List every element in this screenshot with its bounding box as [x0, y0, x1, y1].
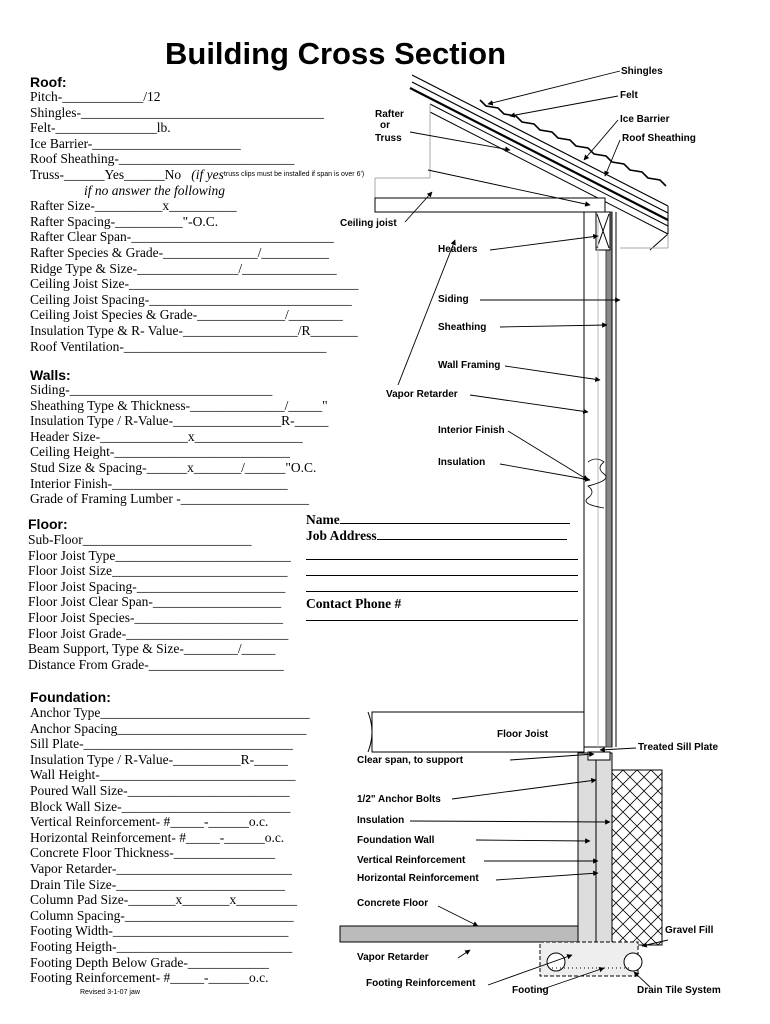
floor-joist-span-field[interactable]: Floor Joist Clear Span-___________________ [28, 594, 282, 610]
label-roof-sheathing: Roof Sheathing [622, 133, 696, 144]
phone-line[interactable] [306, 612, 578, 621]
foundation-insulation-field[interactable]: Insulation Type / R-Value-__________R-_____ [30, 751, 288, 767]
siding-field[interactable]: Siding-______________________________ [30, 382, 273, 397]
page-title: Building Cross Section [165, 36, 507, 71]
sub-floor-field[interactable]: Sub-Floor_________________________ [28, 532, 252, 547]
rafter-spacing-field[interactable]: Rafter Spacing-__________"-O.C. [30, 213, 219, 229]
label-treated-sill-plate: Treated Sill Plate [638, 742, 719, 753]
footing-width-field[interactable]: Footing Width-__________________________ [30, 923, 289, 939]
revised-note: Revised 3-1-07 jaw [80, 989, 140, 996]
roof-shingles-field[interactable]: Shingles-____________________________________ [30, 104, 325, 120]
label-insulation-foundation: Insulation [357, 815, 405, 826]
job-info [306, 512, 578, 621]
footing-depth-field[interactable]: Footing Depth Below Grade-____________ [30, 954, 269, 970]
block-wall-field[interactable]: Block Wall Size-_________________________ [30, 798, 291, 814]
label-foundation-wall: Foundation Wall [357, 835, 435, 846]
distance-grade-field[interactable]: Distance From Grade-____________________ [28, 656, 284, 672]
label-wall-framing: Wall Framing [438, 360, 501, 371]
header-size-field[interactable]: Header Size-_____________x________________ [30, 428, 303, 444]
vapor-retarder-field[interactable]: Vapor Retarder-__________________________ [30, 860, 292, 876]
vertical-reinf-field[interactable]: Vertical Reinforcement- #_____-______o.c. [30, 814, 269, 830]
label-concrete-floor: Concrete Floor [357, 898, 429, 909]
walls-form [30, 382, 328, 507]
ceiling-height-field[interactable]: Ceiling Height-__________________________ [30, 444, 290, 460]
label-horizontal-reinforcement: Horizontal Reinforcement [357, 873, 479, 884]
anchor-spacing-field[interactable]: Anchor Spacing____________________________ [30, 720, 307, 736]
address-line-3[interactable] [306, 560, 578, 576]
contact-phone-field[interactable]: Contact Phone # [306, 596, 402, 611]
stud-size-field[interactable]: Stud Size & Spacing-______x_______/______"O.C. [30, 459, 317, 475]
address-line-2[interactable] [306, 544, 578, 560]
roof-form [30, 89, 364, 354]
label-anchor-bolts: 1/2" Anchor Bolts [357, 794, 441, 805]
label-vapor-retarder-wall: Vapor Retarder [386, 389, 458, 400]
framing-grade-field[interactable]: Grade of Framing Lumber -___________________ [30, 491, 309, 507]
sheathing-field[interactable]: Sheathing Type & Thickness-______________/_____" [30, 397, 328, 413]
truss-note: (if yes [191, 166, 224, 182]
roof-sheathing-field[interactable]: Roof Sheathing-__________________________ [30, 151, 295, 167]
floor-joist-species-field[interactable]: Floor Joist Species-______________________ [28, 609, 283, 625]
label-siding: Siding [438, 294, 469, 305]
label-interior-finish: Interior Finish [438, 425, 505, 436]
wall-height-field[interactable]: Wall Height-_____________________________ [30, 767, 296, 783]
label-drain-tile: Drain Tile System [637, 985, 721, 996]
wall-insulation-field[interactable]: Insulation Type / R-Value-________________R-_____ [30, 413, 329, 429]
column-pad-field[interactable]: Column Pad Size-_______x_______x_________ [30, 892, 297, 908]
anchor-type-field[interactable]: Anchor Type_______________________________ [30, 705, 310, 720]
label-footing-reinforcement: Footing Reinforcement [366, 978, 476, 989]
label-felt: Felt [620, 90, 638, 101]
label-clear-span: Clear span, to support [357, 755, 464, 766]
label-sheathing: Sheathing [438, 322, 487, 333]
column-spacing-field[interactable]: Column Spacing-_________________________ [30, 907, 294, 923]
walls-heading: Walls: [30, 367, 71, 383]
name-field[interactable]: Name [306, 512, 578, 528]
label-truss: Truss [375, 133, 402, 144]
ceiling-joist-size-field[interactable]: Ceiling Joist Size-__________________________________ [30, 276, 359, 292]
address-line-4[interactable] [306, 576, 578, 592]
roof-heading: Roof: [30, 74, 67, 90]
roof-ventilation-field[interactable]: Roof Ventilation-______________________________ [30, 338, 327, 354]
floor-heading: Floor: [28, 516, 68, 532]
label-shingles: Shingles [621, 66, 663, 77]
roof-truss-field[interactable] [30, 167, 364, 183]
roof-ice-barrier-field[interactable]: Ice Barrier-______________________ [30, 135, 241, 151]
floor-form [28, 532, 291, 672]
label-floor-joist: Floor Joist [497, 729, 549, 740]
floor-joist-type-field[interactable]: Floor Joist Type__________________________ [28, 547, 291, 563]
label-vapor-retarder-floor: Vapor Retarder [357, 952, 429, 963]
label-footing: Footing [512, 985, 549, 996]
footing-height-field[interactable]: Footing Heigth-__________________________ [30, 938, 293, 954]
label-rafter: Rafter [375, 109, 404, 120]
floor-joist [368, 712, 584, 752]
floor-joist-size-field[interactable]: Floor Joist Size__________________________ [28, 563, 288, 579]
label-headers: Headers [438, 244, 478, 255]
interior-finish-field[interactable]: Interior Finish-__________________________ [30, 475, 288, 491]
label-vertical-reinforcement: Vertical Reinforcement [357, 855, 466, 866]
poured-wall-field[interactable]: Poured Wall Size-________________________ [30, 782, 290, 798]
roof-assembly [375, 75, 668, 250]
ridge-type-field[interactable]: Ridge Type & Size-_______________/______________ [30, 260, 337, 276]
label-ceiling-joist: Ceiling joist [340, 218, 397, 229]
floor-joist-spacing-field[interactable]: Floor Joist Spacing-______________________ [28, 578, 286, 594]
ceiling-joist [375, 198, 605, 212]
rafter-clear-span-field[interactable]: Rafter Clear Span-______________________________ [30, 229, 334, 245]
label-rafter-or: or [380, 120, 390, 131]
roof-insulation-field[interactable]: Insulation Type & R- Value-_________________/R_______ [30, 322, 358, 338]
rafter-size-field[interactable]: Rafter Size-__________x__________ [30, 198, 237, 214]
roof-felt-field[interactable]: Felt-_______________lb. [30, 120, 171, 136]
drain-tile-field[interactable]: Drain Tile Size-_________________________ [30, 876, 285, 892]
concrete-floor-field[interactable]: Concrete Floor Thickness-_______________ [30, 845, 275, 861]
foundation-form [30, 705, 310, 986]
foundation-heading: Foundation: [30, 689, 111, 705]
floor-joist-grade-field[interactable]: Floor Joist Grade-________________________ [28, 625, 289, 641]
label-ice-barrier: Ice Barrier [620, 114, 670, 125]
job-address-field[interactable]: Job Address [306, 528, 578, 544]
roof-pitch-field[interactable]: Pitch-____________/12 [30, 89, 161, 104]
rafter-species-field[interactable]: Rafter Species & Grade-______________/__________ [30, 244, 329, 260]
truss-no-note: if no answer the following [84, 182, 226, 198]
sill-plate-field[interactable]: Sill Plate-_______________________________ [30, 736, 293, 752]
ceiling-joist-species-field[interactable]: Ceiling Joist Species & Grade-_____________/________ [30, 307, 343, 323]
truss-note-small: truss clips must be installed if span is over 6') [223, 170, 365, 178]
beam-support-field[interactable]: Beam Support, Type & Size-________/_____ [28, 641, 276, 657]
truss-text: Truss-______Yes______No [30, 166, 182, 182]
footing-reinf-field[interactable]: Footing Reinforcement- #_____-______o.c. [30, 970, 269, 986]
label-insulation-wall: Insulation [438, 457, 486, 468]
horizontal-reinf-field[interactable]: Horizontal Reinforcement- #_____-______o.c. [30, 829, 285, 845]
ceiling-joist-spacing-field[interactable]: Ceiling Joist Spacing-______________________________ [30, 291, 352, 307]
label-gravel-fill: Gravel Fill [665, 925, 714, 936]
